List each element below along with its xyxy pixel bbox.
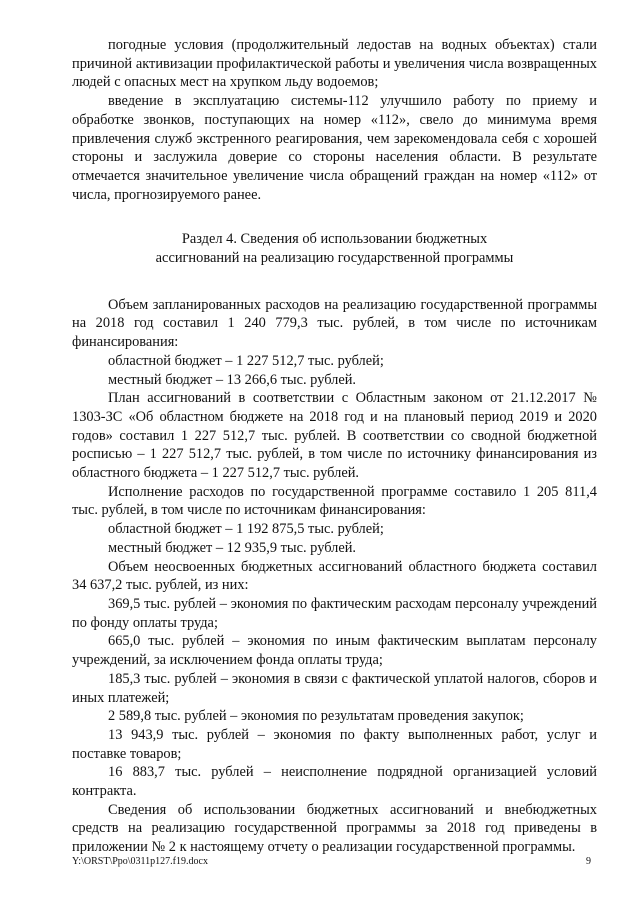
paragraph-savings-works: 13 943,9 тыс. рублей – экономия по факту выполненных работ, услуг и поставке товаров; xyxy=(72,726,597,762)
section-heading-line-2: ассигнований на реализацию государственной программы xyxy=(155,250,514,267)
paragraph-unspent: Объем неосвоенных бюджетных ассигнований областного бюджета составил 34 637,2 тыс. рублей, из них: xyxy=(72,558,597,594)
paragraph-local-budget-exec: местный бюджет – 12 935,9 тыс. рублей. xyxy=(108,539,357,556)
paragraph-planned-expenses: Объем запланированных расходов на реализацию государственной программы на 2018 год составил 1 240 779,3 тыс. рублей, в том числе по источникам финансирования: xyxy=(72,296,597,351)
paragraph-execution: Исполнение расходов по государственной программе составило 1 205 811,4 тыс. рублей, в том числе по источникам финансирования: xyxy=(72,483,597,519)
footer-page-number: 9 xyxy=(586,856,591,867)
paragraph-local-budget-plan: местный бюджет – 13 266,6 тыс. рублей. xyxy=(108,371,357,388)
paragraph-allocation-plan: План ассигнований в соответствии с Областным законом от 21.12.2017 № 1303-ЗС «Об областном бюджете на 2018 год и на плановый период 2019 и 2020 годов» составил 1 227 512,7 тыс. рублей. В соответствии со сводной бюджетной росписью – 1 227 512,7 тыс. рублей, в том числе по источнику финансирования из областного бюджета – 1 227 512,7 тыс. рублей. xyxy=(72,390,597,482)
paragraph-regional-budget-plan: областной бюджет – 1 227 512,7 тыс. рублей; xyxy=(108,352,384,369)
paragraph-appendix-reference: Сведения об использовании бюджетных ассигнований и внебюджетных средств на реализацию государственной программы за 2018 год приведены в приложении № 2 к настоящему отчету о реализации государственной программы. xyxy=(72,801,597,856)
footer-file-path: Y:\ORST\Ppo\0311p127.f19.docx xyxy=(72,856,208,867)
paragraph-savings-taxes: 185,3 тыс. рублей – экономия в связи с фактической уплатой налогов, сборов и иных платежей; xyxy=(72,670,597,706)
paragraph-weather: погодные условия (продолжительный ледостав на водных объектах) стали причиной активизации профилактической работы и увеличения числа возвращенных людей с опасных мест на хрупком льду водоемов; xyxy=(72,37,597,91)
paragraph-contract-nonfulfillment: 16 883,7 тыс. рублей – неисполнение подрядной организацией условий контракта. xyxy=(72,764,597,800)
paragraph-savings-procurement: 2 589,8 тыс. рублей – экономия по результатам проведения закупок; xyxy=(108,708,524,725)
section-heading xyxy=(72,230,597,267)
paragraph-savings-other-payments: 665,0 тыс. рублей – экономия по иным фактическим выплатам персоналу учреждений, за исключением фонда оплаты труда; xyxy=(72,633,597,669)
paragraph-savings-payroll: 369,5 тыс. рублей – экономия по фактическим расходам персоналу учреждений по фонду оплаты труда; xyxy=(72,595,597,631)
document-page xyxy=(72,36,597,857)
section-heading-line-1: Раздел 4. Сведения об использовании бюджетных xyxy=(181,231,488,248)
paragraph-regional-budget-exec: областной бюджет – 1 192 875,5 тыс. рублей; xyxy=(108,521,384,538)
paragraph-system-112: введение в эксплуатацию системы-112 улучшило работу по приему и обработке звонков, поступающих на номер «112», свело до минимума время привлечения служб экстренного реагирования, чем зарекомендовала себя с хорошей стороны и заслужила доверие со стороны населения области. В результате отмечается значительное увеличение числа обращений граждан на номер «112» от числа, прогнозируемого ранее. xyxy=(72,93,597,203)
